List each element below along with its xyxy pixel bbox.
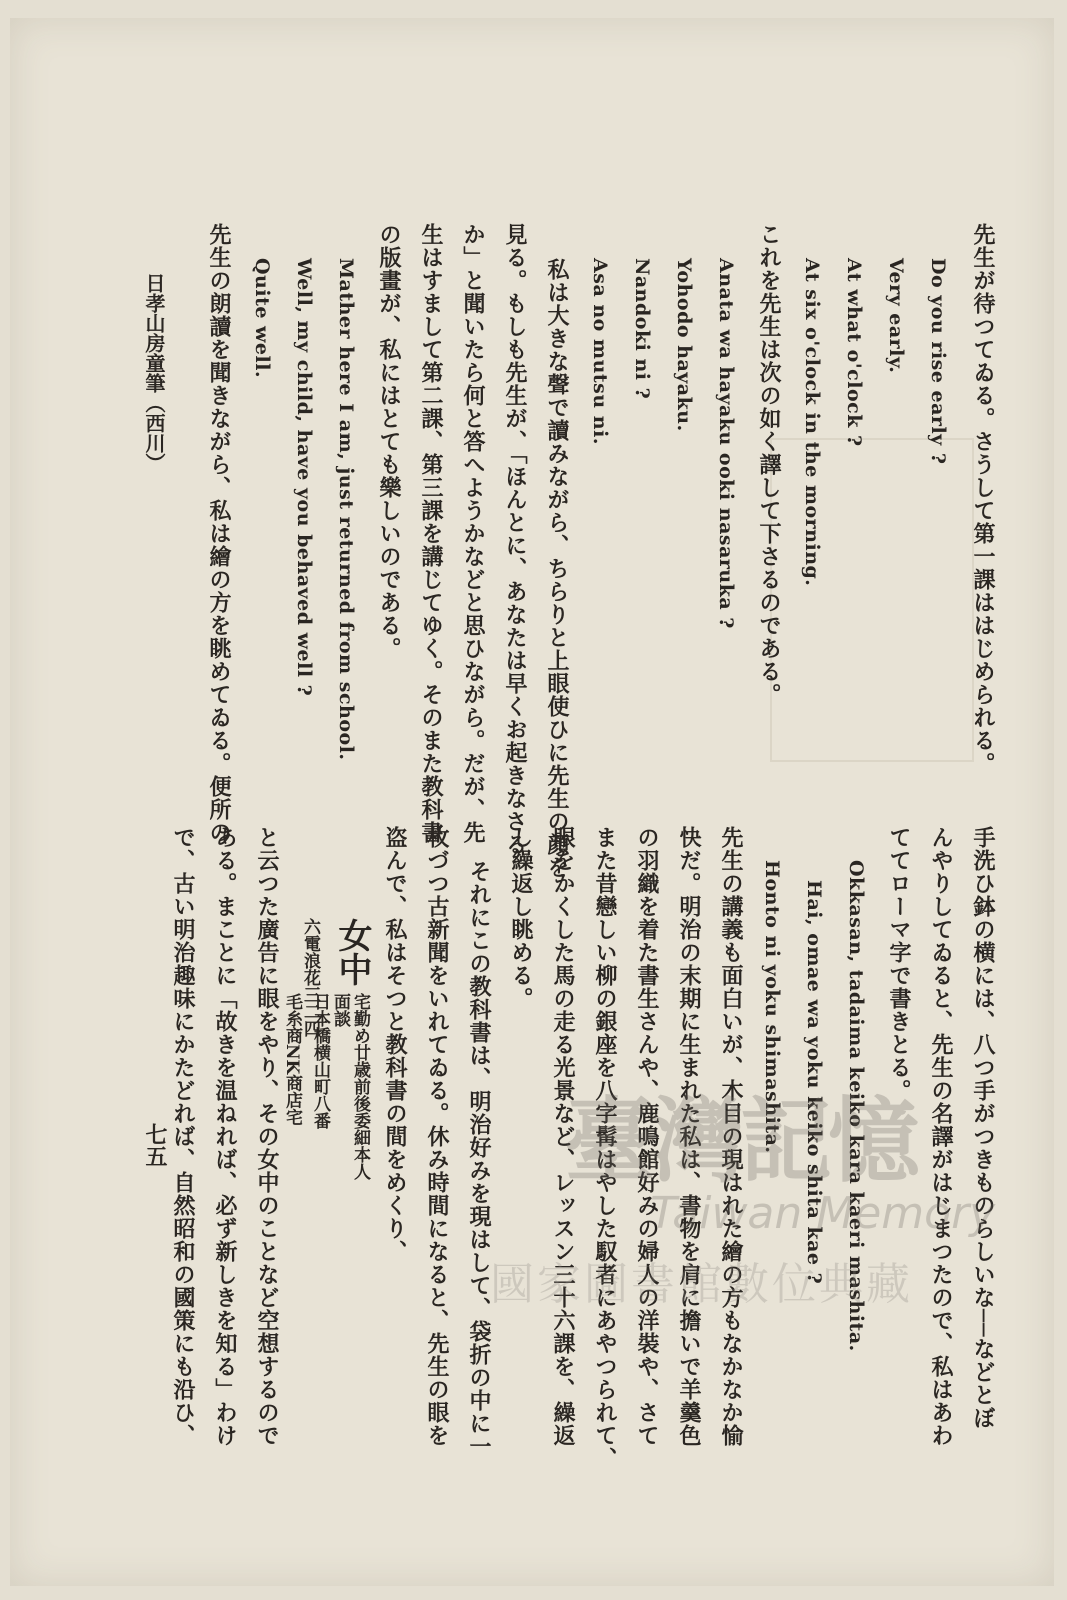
text-column: んやりしてゐると、先生の名譯がはじまつたので、私はあわ xyxy=(928,826,954,1447)
page xyxy=(10,18,1054,1586)
text-column: 快だ。明治の末期に生まれた私は、書物を肩に擔いで羊羹色 xyxy=(676,826,702,1447)
text-column: Nandoki ni ? xyxy=(631,258,653,400)
text-column: Well, my child, have you behaved well ? xyxy=(293,258,315,697)
text-column: これを先生は次の如く譯して下さるのである。 xyxy=(756,223,782,706)
watermark-english: Taiwan Memory xyxy=(650,1188,996,1239)
watermark-logo-text: 臺灣記憶 xyxy=(563,1087,916,1195)
text-column: 眼をかくした馬の走る光景など、レッスン三十六課を、繰返 xyxy=(550,826,576,1447)
ad-title: 女中 xyxy=(332,918,372,986)
text-column: Quite well. xyxy=(251,258,273,379)
text-column: Honto ni yoku shimashita. xyxy=(761,860,783,1154)
text-column: Do you rise early ? xyxy=(927,258,949,465)
text-column: Okkasan, tadaima keiko kara kaeri mashita. xyxy=(845,860,867,1352)
text-column: の版畫が、私にはとても樂しいのである。 xyxy=(376,223,402,660)
text-column: ある。まことに「故きを温ねれば、必ず新しきを知る」わけ xyxy=(212,826,238,1447)
text-column: 先生の講義も面白いが、木目の現はれた繪の方もなかなか愉 xyxy=(718,826,744,1447)
text-column: で、古い明治趣味にかたどれば、自然昭和の國策にも沿ひ、 xyxy=(170,826,196,1447)
text-column: Asa no mutsu ni. xyxy=(589,258,611,445)
text-column: ててローマ字で書きとる。 xyxy=(886,826,912,1102)
ad-line: 日本橋横山町八番 xyxy=(310,993,330,1129)
text-column: 生はすまして第二課、第三課を講じてゆく。そのまた教科書 xyxy=(418,223,444,844)
text-column: し繰返し眺める。 xyxy=(508,826,534,1010)
text-column: 先生が待つてゐる。さうして第一課ははじめられる。 xyxy=(970,223,996,775)
text-column: の羽織を着た書生さんや、鹿鳴館好みの婦人の洋裝や、さて xyxy=(634,826,660,1447)
text-column: 見る。もしも先生が、「ほんとに、あなたは早くお起きなさる xyxy=(502,223,528,856)
text-column: Hai, omae wa yoku keiko shita kae ? xyxy=(803,880,825,1285)
text-column: Mather here I am, just returned from school. xyxy=(335,258,357,761)
page-number: 七五 xyxy=(142,1123,168,1167)
text-column: 先生の朗讀を聞きながら、私は繪の方を眺めてゐる。便所の xyxy=(206,223,232,844)
watermark-subtitle: 國家圖書館數位典藏 xyxy=(490,1259,913,1310)
ad-line: 六電浪花三二四 xyxy=(300,918,320,1037)
author-credit: 日孝山房童筆（西川） xyxy=(142,273,166,473)
text-column: それにこの教科書は、明治好みを現はして、袋折の中に一 xyxy=(466,860,492,1458)
text-column: 枚づつ古新聞をいれてゐる。休み時間になると、先生の眼を xyxy=(424,826,450,1447)
text-column: Very early. xyxy=(885,258,907,374)
text-column: At six o'clock in the morning. xyxy=(801,258,823,587)
text-column: At what o'clock ? xyxy=(843,258,865,447)
text-column: また昔戀しい柳の銀座を八字髯はやした馭者にあやつられて、 xyxy=(592,826,618,1470)
ad-line: 毛糸商NK商店宅 xyxy=(282,993,302,1126)
text-column: Anata wa hayaku ooki nasaruka ? xyxy=(715,258,737,629)
text-column: 私は大きな聲で讀みながら、ちらりと上眼使ひに先生の顔を xyxy=(544,258,570,879)
ad-line: 面談 xyxy=(330,993,350,1027)
text-column: 手洗ひ鉢の横には、八つ手がつきものらしいな──などとぼ xyxy=(970,826,996,1430)
text-column: Yohodo hayaku. xyxy=(673,258,695,432)
text-column: と云つた廣告に眼をやり、その女中のことなど空想するので xyxy=(254,826,280,1447)
text-column: か」と聞いたら何と答へようかなどと思ひながら。だが、先 xyxy=(460,223,486,844)
text-column: 盗んで、私はそつと教科書の間をめくり、 xyxy=(382,826,408,1263)
ad-line: 宅勤め廿歳前後委細本人 xyxy=(350,993,370,1180)
